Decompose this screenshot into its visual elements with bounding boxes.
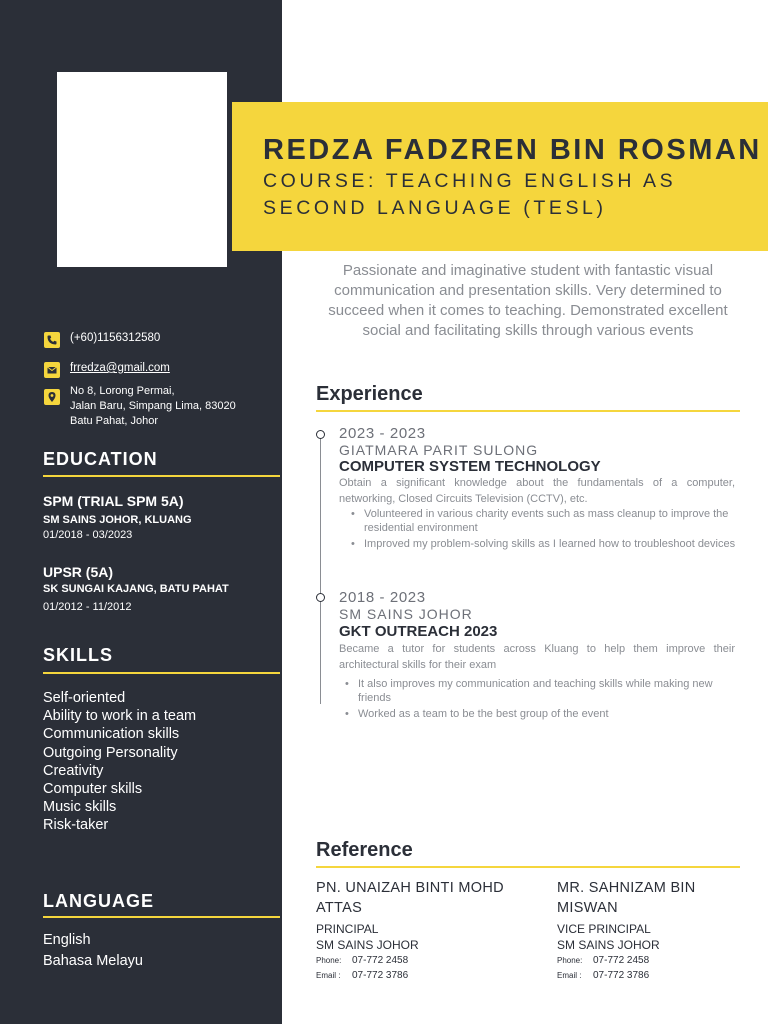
reference-organization: SM SAINS JOHOR — [316, 938, 419, 952]
experience-heading: Experience — [316, 383, 423, 405]
reference-position: VICE PRINCIPAL — [557, 922, 651, 936]
timeline-marker — [316, 430, 325, 439]
experience-dates: 2023 - 2023 — [339, 425, 426, 442]
reference-divider — [316, 866, 740, 868]
email-value: 07-772 3786 — [352, 970, 409, 981]
experience-bullet: • Improved my problem-solving skills as I learned how to troubleshoot devices — [349, 537, 739, 551]
timeline-marker — [316, 593, 325, 602]
address-line: No 8, Lorong Permai, — [70, 385, 175, 397]
location-pin-icon — [44, 389, 60, 405]
phone-icon — [44, 332, 60, 348]
language-item: Bahasa Melayu — [43, 953, 143, 969]
education-divider — [43, 475, 280, 477]
reference-organization: SM SAINS JOHOR — [557, 938, 660, 952]
contact-phone — [44, 331, 274, 348]
experience-bullets — [343, 677, 733, 723]
education-title: UPSR (5A) — [43, 564, 114, 580]
email-value: 07-772 3786 — [593, 970, 650, 981]
experience-bullet: • Worked as a team to be the best group of the event — [343, 707, 733, 721]
profile-photo — [57, 72, 227, 267]
address-line: Batu Pahat, Johor — [70, 415, 159, 427]
email-label: Email : — [557, 971, 582, 980]
email-label: Email : — [316, 971, 341, 980]
experience-bullet: • It also improves my communication and teaching skills while making new friends — [343, 677, 733, 705]
skill-item: Risk-taker — [43, 817, 109, 834]
skills-list — [43, 689, 213, 835]
full-name: REDZA FADZREN BIN ROSMAN — [263, 134, 762, 166]
skill-item: Outgoing Personality — [43, 744, 178, 761]
reference-heading: Reference — [316, 839, 413, 861]
reference-email — [316, 968, 516, 983]
address-line: Jalan Baru, Simpang Lima, 83020 — [70, 400, 236, 412]
phone-number: (+60)1156312580 — [70, 332, 161, 344]
reference-email — [557, 968, 737, 983]
experience-bullet: • Volunteered in various charity events such as mass cleanup to improve the residential environment — [349, 507, 739, 535]
experience-organization: SM SAINS JOHOR — [339, 606, 473, 622]
experience-bullets — [349, 507, 739, 553]
email-icon — [44, 362, 60, 378]
education-dates: 01/2018 - 03/2023 — [43, 529, 133, 541]
address — [70, 384, 236, 429]
experience-role: COMPUTER SYSTEM TECHNOLOGY — [339, 458, 601, 475]
reference-phone — [557, 953, 737, 968]
reference-card — [557, 878, 737, 983]
course-title: COURSE: TEACHING ENGLISH AS SECOND LANGUAGE (TESL) — [263, 170, 677, 219]
skills-heading: SKILLS — [43, 645, 114, 665]
email-link[interactable]: frredza@gmail.com — [70, 362, 170, 374]
language-list — [43, 930, 143, 972]
phone-value: 07-772 2458 — [352, 955, 409, 966]
experience-organization: GIATMARA PARIT SULONG — [339, 442, 539, 458]
timeline-line — [320, 432, 321, 704]
experience-dates: 2018 - 2023 — [339, 589, 426, 606]
skill-item: Ability to work in a team — [43, 708, 197, 725]
skill-item: Communication skills — [43, 726, 180, 743]
profile-summary: Passionate and imaginative student with fantastic visual communication and presentation skills. Very determined to succeed when it comes to teaching. Demonstrated excellent social and facilitating skills through various events — [328, 262, 728, 339]
phone-label: Phone: — [557, 956, 583, 965]
education-school: SK SUNGAI KAJANG, BATU PAHAT — [43, 583, 229, 595]
education-heading: EDUCATION — [43, 449, 158, 469]
phone-value: 07-772 2458 — [593, 955, 650, 966]
contact-address — [44, 384, 274, 429]
reference-position: PRINCIPAL — [316, 922, 379, 936]
experience-role: GKT OUTREACH 2023 — [339, 623, 498, 640]
contact-email[interactable] — [44, 361, 274, 378]
skill-item: Computer skills — [43, 781, 143, 798]
language-divider — [43, 916, 280, 918]
reference-name: PN. UNAIZAH BINTI MOHD ATTAS — [316, 880, 504, 916]
language-heading: LANGUAGE — [43, 891, 154, 911]
reference-phone — [316, 953, 516, 968]
experience-description: Obtain a significant knowledge about the fundamentals of a computer, networking, Closed Circuits Television (CCTV), etc. — [339, 477, 735, 505]
language-item: English — [43, 932, 91, 948]
skills-divider — [43, 672, 280, 674]
skill-item: Self-oriented — [43, 690, 126, 706]
education-title: SPM (TRIAL SPM 5A) — [43, 493, 184, 509]
phone-label: Phone: — [316, 956, 342, 965]
experience-divider — [316, 410, 740, 412]
skill-item: Music skills — [43, 799, 117, 816]
reference-card — [316, 878, 516, 983]
experience-description: Became a tutor for students across Kluang to help them improve their architectural skills for their exam — [339, 643, 735, 671]
education-dates: 01/2012 - 11/2012 — [43, 601, 132, 613]
skill-item: Creativity — [43, 762, 104, 779]
education-school: SM SAINS JOHOR, KLUANG — [43, 514, 192, 526]
reference-name: MR. SAHNIZAM BIN MISWAN — [557, 880, 696, 916]
